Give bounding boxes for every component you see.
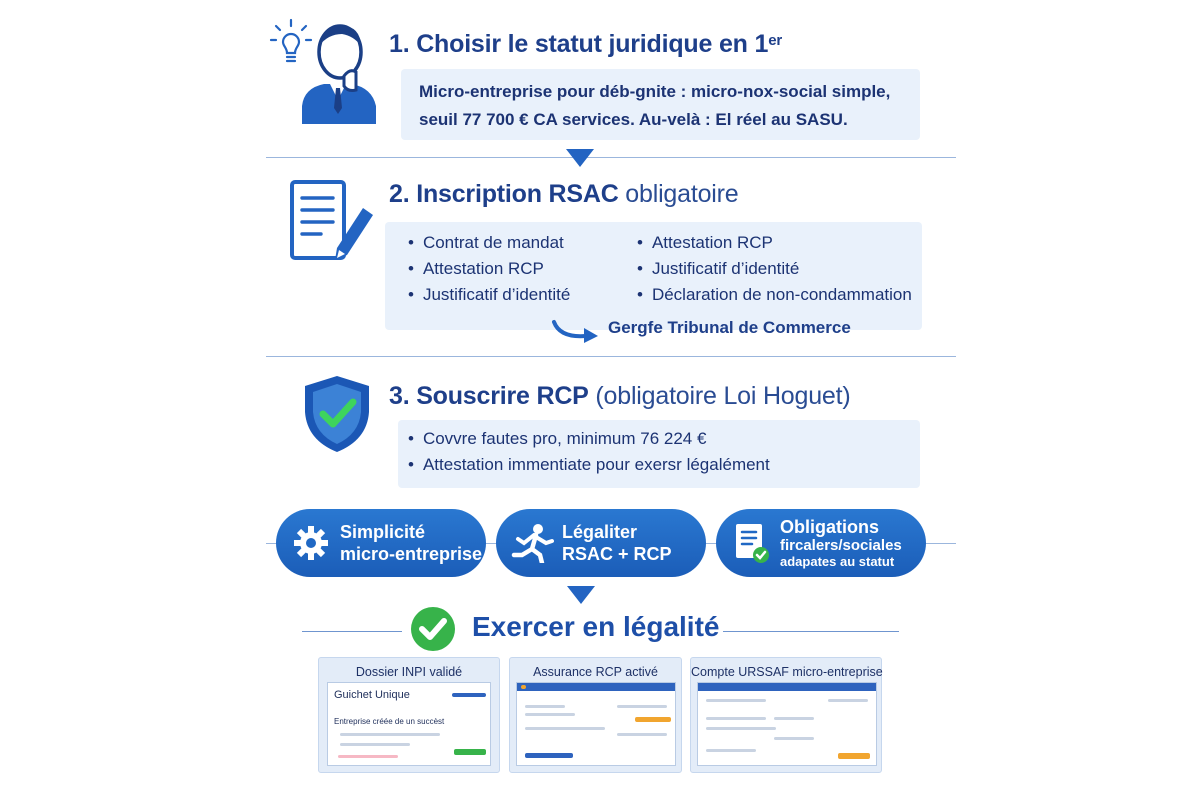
step-2-title: 2. Inscription RSAC obligatoire <box>389 180 739 208</box>
list-item: • Justificatif d’identité <box>637 256 799 282</box>
list-item: • Contrat de mandat <box>408 230 564 256</box>
pill-line: Obligations <box>780 517 879 537</box>
screen-caption: Assurance RCP activé <box>533 665 658 679</box>
chevron-down-icon <box>566 149 594 167</box>
chevron-down-icon <box>567 586 595 604</box>
pill-simplicite <box>276 509 486 577</box>
list-item: • Déclaration de non-condammation <box>637 282 912 308</box>
pill-line: adapates au statut <box>780 554 895 569</box>
arrow-curve-icon <box>548 316 608 346</box>
check-circle-icon <box>409 605 457 653</box>
step-3-title: 3. Souscrire RCP (obligatoire Loi Hoguet) <box>389 382 851 410</box>
pill-line: Légaliter <box>562 522 638 542</box>
running-person-icon <box>510 523 554 563</box>
pill-line: RSAC + RCP <box>562 544 672 564</box>
document-pen-icon <box>287 178 377 268</box>
result-title: Exercer en légalité <box>472 611 720 642</box>
divider <box>723 631 899 632</box>
list-item: • Justificatif d’identité <box>408 282 570 308</box>
step-1-line: Micro-entreprise pour déb-gnite : micro-nox-social simple, <box>419 82 891 101</box>
divider <box>266 356 956 357</box>
step-2-panel <box>385 222 922 330</box>
step-3-panel <box>398 420 920 488</box>
pill-obligations <box>716 509 926 577</box>
divider <box>302 631 402 632</box>
screen-caption: Dossier INPI validé <box>355 665 463 679</box>
screen-message: Entreprise créée de un succèst <box>334 717 445 726</box>
pill-line: Simplicité <box>340 522 426 542</box>
list-item: • Attestation RCP <box>637 230 773 256</box>
list-item: • Covvre fautes pro, minimum 76 224 € <box>408 426 706 452</box>
step-1-line: seuil 77 700 € CA services. Au-velà : El réel au SASU. <box>419 110 848 129</box>
step-1-title: 1. Choisir le statut juridique en 1er <box>389 30 782 58</box>
step-1-panel <box>401 69 920 140</box>
divider <box>266 157 956 158</box>
screen-urssaf <box>690 657 882 773</box>
gear-icon <box>292 524 330 562</box>
list-item: • Attestation RCP <box>408 256 544 282</box>
screen-caption: Compte URSSAF micro-entreprise <box>691 665 883 679</box>
pill-line: micro-entreprise <box>340 544 483 564</box>
pill-line: fircalers/sociales <box>780 537 902 554</box>
tribunal-label: Gergfe Tribunal de Commerce <box>608 318 851 337</box>
screen-rcp <box>509 657 682 773</box>
screen-heading: Guichet Unique <box>334 689 410 701</box>
list-item: • Attestation immentiate pour exersr légalément <box>408 452 770 478</box>
pill-legaliter <box>496 509 706 577</box>
checklist-icon <box>734 522 770 564</box>
shield-check-icon <box>299 372 375 456</box>
screen-inpi <box>318 657 500 773</box>
thinking-person-icon <box>292 16 384 124</box>
